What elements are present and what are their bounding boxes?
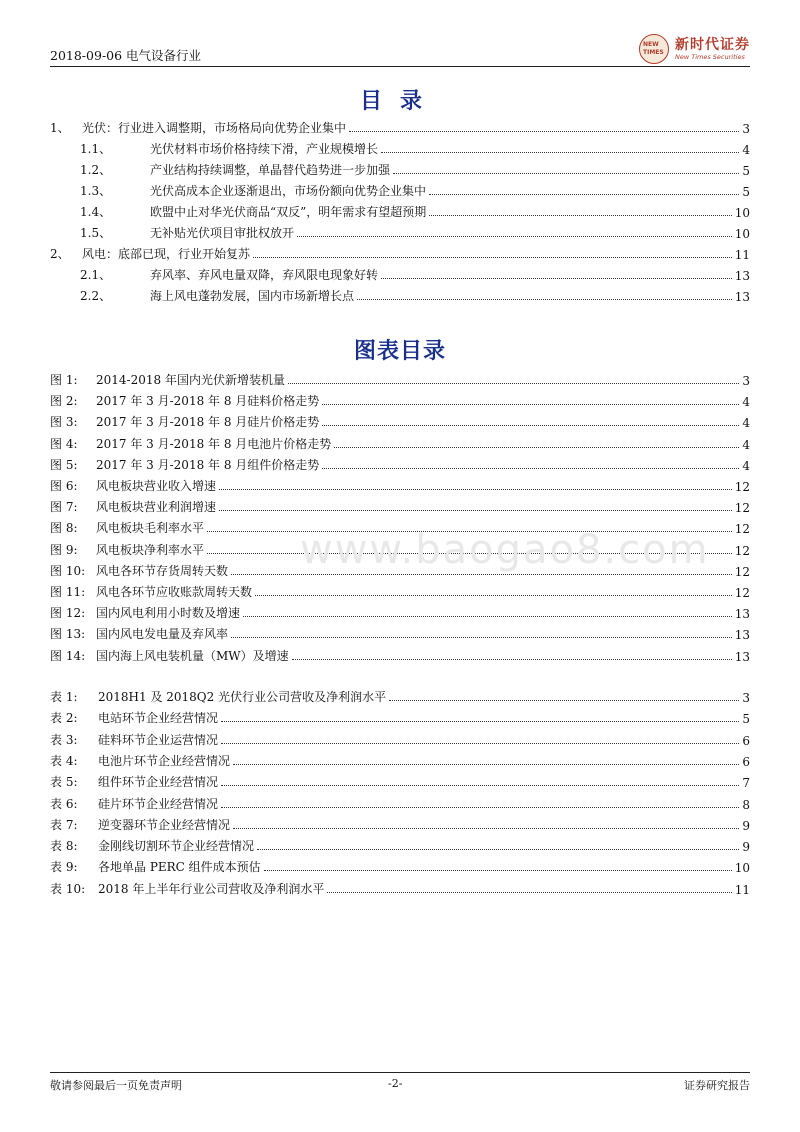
- table-entry-text: 硅片环节企业经营情况: [98, 796, 219, 811]
- figure-entry-number: 图 4:: [50, 436, 78, 451]
- toc-entry[interactable]: [50, 242, 750, 262]
- figure-entry-page: 4: [742, 395, 750, 410]
- watermark: www.baogao8.com: [300, 527, 710, 573]
- figure-entry-text: 2017 年 3 月-2018 年 8 月组件价格走势: [96, 457, 320, 472]
- figure-entry-page: 13: [734, 628, 750, 643]
- table-entry-number: 表 8:: [50, 839, 78, 854]
- figure-entry-number: 图 14:: [50, 648, 86, 663]
- table-entry-page: 10: [734, 861, 750, 876]
- toc-entry-text: 弃风率、弃风电量双降，弃风限电现象好转: [150, 268, 379, 282]
- toc-entry-text: 光伏高成本企业逐渐退出，市场份额向优势企业集中: [150, 184, 427, 198]
- toc-entry-number: 1.5、: [80, 226, 112, 240]
- table-entry-number: 表 9:: [50, 860, 78, 875]
- leader-dots: [322, 403, 739, 405]
- toc-entry-page: 5: [742, 185, 750, 199]
- figure-entry[interactable]: [50, 432, 750, 452]
- leader-dots: [288, 382, 739, 384]
- leader-dots: [327, 891, 731, 893]
- leader-dots: [219, 509, 732, 511]
- leader-dots: [429, 193, 739, 195]
- footer-report-type: 证券研究报告: [684, 1079, 750, 1092]
- figure-entry-number: 图 1:: [50, 373, 78, 387]
- leader-dots: [389, 699, 739, 701]
- table-entry-page: 7: [742, 776, 750, 791]
- table-entry[interactable]: [50, 877, 750, 897]
- figure-entry[interactable]: [50, 474, 750, 494]
- toc-entry-number: 2.2、: [80, 289, 112, 303]
- company-logo: [639, 34, 750, 64]
- toc-entry[interactable]: [50, 200, 750, 220]
- figure-entry-text: 风电板块营业收入增速: [96, 479, 217, 493]
- figure-entry[interactable]: [50, 622, 750, 642]
- leader-dots: [221, 742, 739, 744]
- table-entry[interactable]: [50, 728, 750, 748]
- toc-entry-number: 1.1、: [80, 142, 112, 156]
- table-entry-number: 表 4:: [50, 753, 78, 768]
- table-entry-text: 电站环节企业经营情况: [98, 711, 219, 726]
- leader-dots: [381, 151, 739, 153]
- table-entry-number: 表 6:: [50, 796, 78, 811]
- table-entry-page: 9: [742, 840, 750, 855]
- leader-dots: [292, 658, 732, 660]
- leader-dots: [349, 130, 739, 132]
- figure-entry-page: 12: [734, 501, 750, 516]
- figure-entry-text: 风电各环节存货周转天数: [96, 563, 229, 578]
- figure-entry[interactable]: [50, 389, 750, 409]
- figure-entry-number: 图 10:: [50, 563, 86, 578]
- figure-entry-number: 图 9:: [50, 542, 78, 557]
- table-entry[interactable]: [50, 834, 750, 854]
- leader-dots: [429, 214, 731, 216]
- figure-entry-page: 4: [742, 458, 750, 473]
- leader-dots: [221, 806, 739, 808]
- figure-entry[interactable]: [50, 410, 750, 430]
- toc-entry-number: 1.4、: [80, 205, 112, 219]
- leader-dots: [233, 763, 739, 765]
- leader-dots: [233, 827, 739, 829]
- toc-entry-page: 13: [734, 290, 750, 304]
- header-divider: [50, 66, 750, 67]
- figure-entry-page: 13: [734, 607, 750, 622]
- table-entry[interactable]: [50, 749, 750, 769]
- figure-entry-page: 12: [734, 480, 750, 494]
- toc-entry-text: 光伏：行业进入调整期，市场格局向优势企业集中: [82, 121, 347, 135]
- leader-dots: [334, 446, 739, 448]
- figure-entry-page: 12: [734, 543, 750, 558]
- table-entry[interactable]: [50, 813, 750, 833]
- logo-badge-icon: NEW TIMES: [639, 34, 669, 64]
- figure-entry[interactable]: [50, 580, 750, 600]
- footer-divider: [50, 1072, 750, 1073]
- table-entry-page: 11: [734, 882, 750, 897]
- table-entry-number: 表 3:: [50, 732, 78, 747]
- toc-entry-number: 2.1、: [80, 268, 112, 282]
- table-entry-number: 表 5:: [50, 775, 78, 790]
- table-entry-text: 金刚线切割环节企业经营情况: [98, 839, 255, 854]
- toc-entry[interactable]: [50, 179, 750, 199]
- leader-dots: [393, 172, 739, 174]
- table-entry-text: 2018H1 及 2018Q2 光伏行业公司营收及净利润水平: [98, 690, 387, 704]
- toc-entry-number: 1.2、: [80, 163, 112, 177]
- leader-dots: [255, 594, 732, 596]
- figure-entry[interactable]: [50, 495, 750, 515]
- toc-entry-number: 2、: [50, 247, 70, 261]
- leader-dots: [219, 488, 732, 490]
- logo-name-en: New Times Securities: [675, 52, 745, 61]
- leader-dots: [322, 424, 739, 426]
- table-entry[interactable]: [50, 792, 750, 812]
- toc-entry[interactable]: [50, 116, 750, 136]
- toc-entry-text: 产业结构持续调整，单晶替代趋势进一步加强: [150, 163, 391, 177]
- table-entry-number: 表 2:: [50, 711, 78, 726]
- page-number: -2-: [388, 1077, 403, 1090]
- toc-entry-page: 13: [734, 269, 750, 283]
- table-entry[interactable]: [50, 706, 750, 726]
- leader-dots: [221, 784, 739, 786]
- toc-title: 目录: [359, 89, 440, 114]
- figure-entry-text: 2017 年 3 月-2018 年 8 月硅料价格走势: [96, 394, 320, 409]
- logo-name-cn: 新时代证券: [675, 36, 750, 53]
- table-entry-page: 8: [742, 797, 750, 812]
- figure-entry-number: 图 12:: [50, 606, 86, 621]
- figure-entry[interactable]: [50, 368, 750, 388]
- figure-entry[interactable]: [50, 601, 750, 621]
- toc-entry[interactable]: [50, 263, 750, 283]
- figure-entry-text: 风电板块毛利率水平: [96, 521, 205, 536]
- figure-entry-page: 12: [734, 564, 750, 579]
- leader-dots: [231, 636, 732, 638]
- figure-entry-text: 2014-2018 年国内光伏新增装机量: [96, 373, 285, 387]
- figure-entry-text: 国内风电发电量及弃风率: [96, 627, 229, 642]
- toc-entry[interactable]: [50, 158, 750, 178]
- leader-dots: [381, 277, 732, 279]
- table-entry-number: 表 1:: [50, 690, 78, 704]
- figure-entry-number: 图 8:: [50, 521, 78, 536]
- figure-entry-text: 风电各环节应收账款周转天数: [96, 585, 253, 599]
- table-entry-text: 各地单晶 PERC 组件成本预估: [98, 860, 261, 875]
- table-entry[interactable]: [50, 855, 750, 875]
- leader-dots: [297, 235, 732, 237]
- toc-entry-page: 10: [734, 227, 750, 241]
- figure-entry[interactable]: [50, 453, 750, 473]
- table-entry-page: 6: [742, 733, 750, 748]
- table-entry-page: 6: [742, 754, 750, 769]
- table-entry-text: 2018 年上半年行业公司营收及净利润水平: [98, 881, 325, 896]
- leader-dots: [243, 615, 732, 617]
- toc-entry-text: 光伏材料市场价格持续下滑，产业规模增长: [150, 142, 379, 156]
- toc-entry-text: 欧盟中止对华光伏商品“双反”，明年需求有望超预期: [150, 205, 427, 219]
- table-entry-number: 表 7:: [50, 817, 78, 832]
- figure-entry-number: 图 5:: [50, 457, 78, 472]
- figure-entry-number: 图 7:: [50, 500, 78, 515]
- figure-entry[interactable]: [50, 644, 750, 664]
- table-entry-page: 3: [742, 691, 750, 705]
- leader-dots: [357, 298, 732, 300]
- leader-dots: [322, 467, 739, 469]
- toc-entry-page: 5: [742, 164, 750, 178]
- toc-entry-text: 海上风电蓬勃发展，国内市场新增长点: [150, 289, 355, 303]
- toc-entry-page: 10: [734, 206, 750, 220]
- toc-entry-number: 1、: [50, 121, 70, 135]
- toc-entry[interactable]: [50, 284, 750, 304]
- toc-entry-text: 风电：底部已现，行业开始复苏: [82, 247, 251, 261]
- figure-entry-text: 风电板块净利率水平: [96, 542, 205, 557]
- page-header: [50, 36, 750, 66]
- figure-entry-page: 4: [742, 437, 750, 452]
- figure-entry-page: 13: [734, 649, 750, 664]
- table-entry-text: 电池片环节企业经营情况: [98, 753, 231, 768]
- table-entry-page: 5: [742, 712, 750, 727]
- figure-entry-text: 2017 年 3 月-2018 年 8 月电池片价格走势: [96, 436, 332, 451]
- figure-entry-number: 图 11:: [50, 585, 86, 599]
- table-entry-text: 硅料环节企业运营情况: [98, 732, 219, 747]
- table-entry-page: 9: [742, 818, 750, 833]
- table-entry[interactable]: [50, 685, 750, 705]
- table-entry-number: 表 10:: [50, 881, 86, 896]
- table-entry-text: 逆变器环节企业经营情况: [98, 817, 231, 832]
- figure-entry-number: 图 2:: [50, 394, 78, 409]
- figure-entry-text: 国内海上风电装机量（MW）及增速: [96, 648, 289, 663]
- toc-entry-text: 无补贴光伏项目审批权放开: [150, 226, 295, 240]
- figure-entry-page: 12: [734, 522, 750, 537]
- figures-title: 图表目录: [353, 339, 446, 364]
- figure-entry-number: 图 6:: [50, 479, 78, 493]
- header-date-sector: 2018-09-06 电气设备行业: [50, 48, 202, 63]
- figure-entry-page: 4: [742, 416, 750, 431]
- figure-entry-page: 12: [734, 586, 750, 600]
- figure-entry-text: 2017 年 3 月-2018 年 8 月硅片价格走势: [96, 415, 320, 430]
- table-entry-text: 组件环节企业经营情况: [98, 775, 219, 790]
- leader-dots: [257, 848, 739, 850]
- leader-dots: [253, 256, 732, 258]
- toc-entry-page: 3: [742, 122, 750, 136]
- toc-entry-page: 11: [734, 248, 750, 262]
- toc-entry[interactable]: [50, 137, 750, 157]
- leader-dots: [231, 573, 732, 575]
- leader-dots: [264, 869, 732, 871]
- figure-entry-number: 图 3:: [50, 415, 78, 430]
- figure-entry-text: 风电板块营业利润增速: [96, 500, 217, 515]
- figure-entry-page: 3: [742, 374, 750, 388]
- figure-entry-text: 国内风电利用小时数及增速: [96, 606, 241, 621]
- toc-entry-number: 1.3、: [80, 184, 112, 198]
- leader-dots: [221, 720, 739, 722]
- toc-entry[interactable]: [50, 221, 750, 241]
- footer-disclaimer: 敬请参阅最后一页免责声明: [50, 1079, 182, 1092]
- figure-entry-number: 图 13:: [50, 627, 86, 642]
- toc-entry-page: 4: [742, 143, 750, 157]
- table-entry[interactable]: [50, 770, 750, 790]
